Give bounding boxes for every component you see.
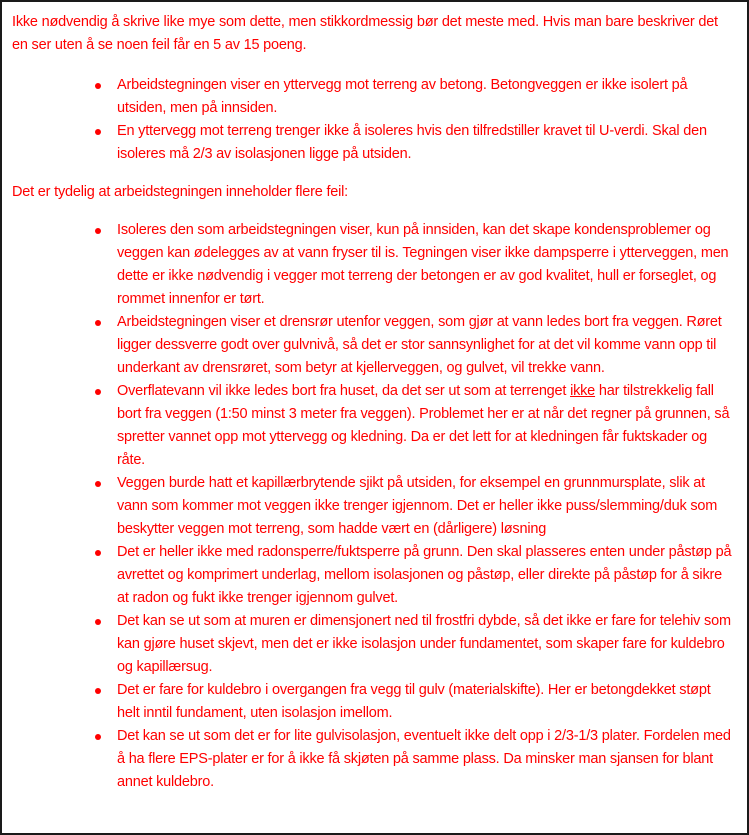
list-item: Arbeidstegningen viser en yttervegg mot terreng av betong. Betongveggen er ikke isolert på utsiden, men på innsiden.: [117, 74, 735, 120]
list-item: [117, 380, 735, 472]
list-item: Veggen burde hatt et kapillærbrytende sjikt på utsiden, for eksempel en grunnmursplate, slik at vann som kommer mot veggen ikke trenger igjennom. Det er heller ikke puss/slemming/duk som beskytter veggen mot terreng, som hadde vært en (dårligere) løsning: [117, 472, 735, 541]
list-item: Arbeidstegningen viser et drensrør utenfor veggen, som gjør at vann ledes bort fra veggen. Røret ligger dessverre godt over gulvnivå, så det er stor sannsynlighet for at det vil komme vann opp til underkant av drensrøret, som betyr at kjellerveggen, og gulvet, vil trekke vann.: [117, 311, 735, 380]
list-item: Det kan se ut som at muren er dimensjonert ned til frostfri dybde, så det ikke er fare for telehiv som kan gjøre huset skjevt, men det er ikke isolasjon under fundamentet, som skaper fare for kuldebro og kapillærsug.: [117, 610, 735, 679]
list-item: Det er heller ikke med radonsperre/fuktsperre på grunn. Den skal plasseres enten under påstøp på avrettet og komprimert underlag, mellom isolasjonen og påstøp, eller direkte på påstøp for å sikre at radon og fukt ikke trenger igjennom gulvet.: [117, 541, 735, 610]
list-item: Det er fare for kuldebro i overgangen fra vegg til gulv (materialskifte). Her er betongdekket støpt helt inntil fundament, uten isolasjon imellom.: [117, 679, 735, 725]
list-item: Det kan se ut som det er for lite gulvisolasjon, eventuelt ikke delt opp i 2/3-1/3 plater. Fordelen med å ha flere EPS-plater er for å ikke få skjøten på samme plass. Da minsker man sjansen for blant annet kuldebro.: [117, 725, 735, 794]
list-item: Isoleres den som arbeidstegningen viser, kun på innsiden, kan det skape kondensproblemer og veggen kan ødelegges av at vann fryser til is. Tegningen viser ikke dampsperre i ytterveggen, men dette er ikke nødvendig i vegger mot terreng der betongen er av god kvalitet, hull er forseglet, og rommet innenfor er tørt.: [117, 219, 735, 311]
list-item-text: Overflatevann vil ikke ledes bort fra huset, da det ser ut som at terrenget: [117, 383, 571, 399]
intro-paragraph: Ikke nødvendig å skrive like mye som dette, men stikkordmessig bør det meste med. Hvis man bare beskriver det en ser uten å se noen feil får en 5 av 15 poeng.: [12, 14, 718, 53]
observations-list: [12, 74, 735, 166]
errors-heading: Det er tydelig at arbeidstegningen inneholder flere feil:: [12, 184, 349, 200]
underlined-word: ikke: [570, 383, 596, 399]
list-item: En yttervegg mot terreng trenger ikke å isoleres hvis den tilfredstiller kravet til U-verdi. Skal den isoleres må 2/3 av isolasjonen ligge på utsiden.: [117, 120, 735, 166]
list-item-text: har tilstrekkelig fall bort fra veggen (1:50 minst 3 meter fra veggen). Problemet her er at når det regner på grunnen, så spretter vannet opp mot yttervegg og kledning. Da er det lett for at kledningen får fuktskader og råte.: [117, 383, 730, 468]
errors-list: [12, 219, 735, 794]
